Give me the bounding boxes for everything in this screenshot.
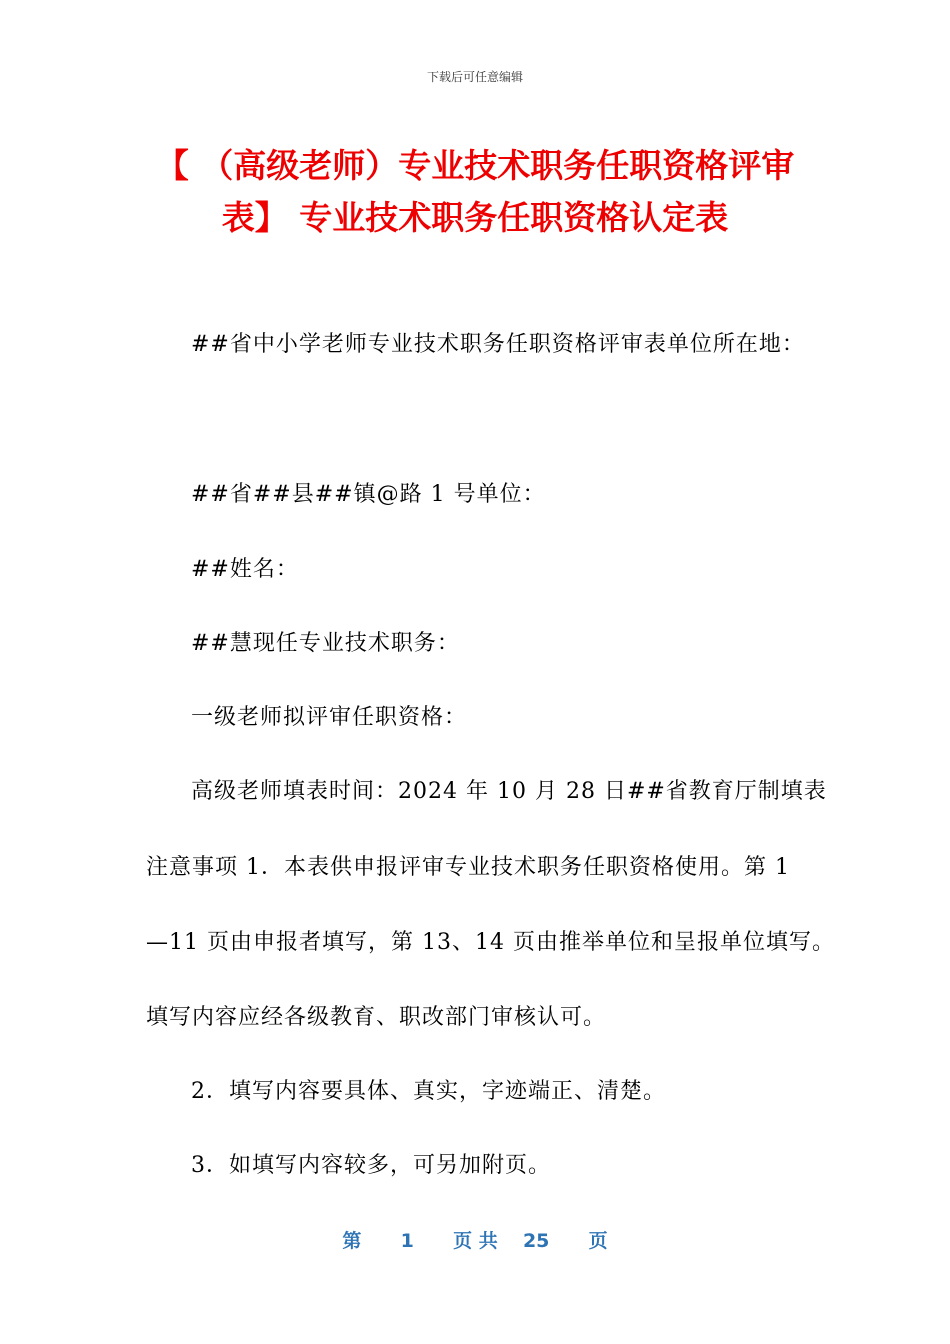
page-footer	[0, 1226, 950, 1253]
footer-page-mid: 页 共	[453, 1230, 498, 1252]
paragraph-address: ##省##县##镇@路 1 号单位：	[191, 482, 546, 507]
paragraph-notes-3: 填写内容应经各级教育、职改部门审核认可。	[146, 1005, 607, 1030]
paragraph-current-title: ##慧现任专业技术职务：	[191, 631, 460, 656]
paragraph-proposed-title: 一级老师拟评审任职资格：	[191, 705, 468, 730]
footer-page-suffix: 页	[588, 1230, 608, 1252]
paragraph-fill-date: 高级老师填表时间：2024 年 10 月 28 日##省教育厅制填表	[191, 779, 827, 804]
footer-page-total: 25	[522, 1230, 550, 1252]
paragraph-notes-1: 注意事项 1．本表供申报评审专业技术职务任职资格使用。第 1	[146, 855, 790, 880]
title-line-1: 【 （高级老师）专业技术职务任职资格评审	[155, 146, 795, 185]
footer-page-prefix: 第	[342, 1230, 362, 1252]
title-line-2: 表】 专业技术职务任职资格认定表	[221, 198, 729, 237]
footer-page-number: 1	[400, 1230, 414, 1252]
header-note: 下载后可任意编辑	[426, 70, 523, 84]
paragraph-rule-3: 3．如填写内容较多，可另加附页。	[191, 1153, 551, 1178]
paragraph-name: ##姓名：	[191, 557, 299, 582]
paragraph-location: ##省中小学老师专业技术职务任职资格评审表单位所在地：	[191, 332, 805, 357]
paragraph-rule-2: 2．填写内容要具体、真实，字迹端正、清楚。	[191, 1079, 666, 1104]
paragraph-notes-2: —11 页由申报者填写，第 13、14 页由推举单位和呈报单位填写。	[146, 930, 835, 955]
document-title	[120, 140, 830, 244]
